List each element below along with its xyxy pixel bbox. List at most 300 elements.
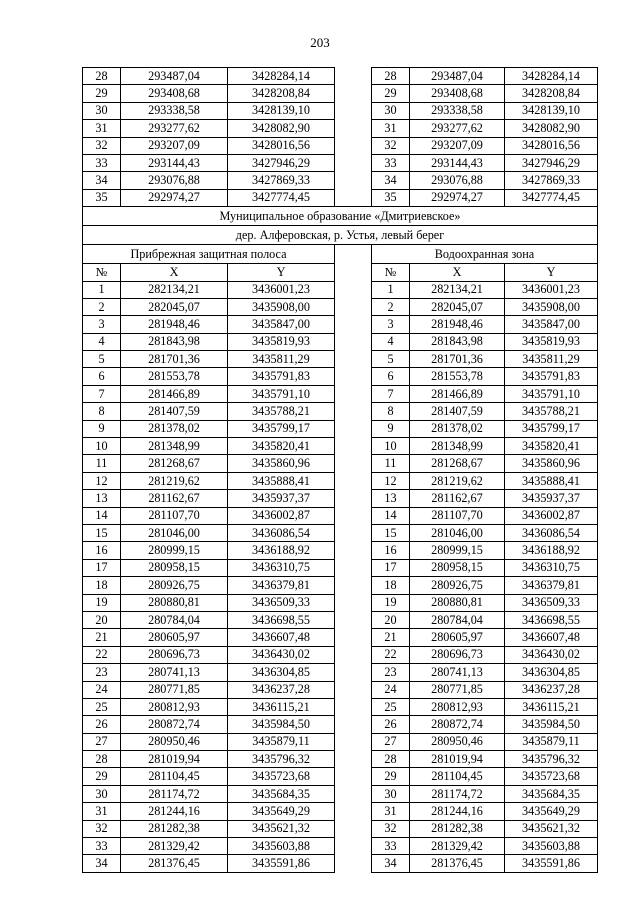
y-coordinate-cell: 3435788,21 — [228, 403, 335, 420]
point-number-cell: 31 — [372, 120, 410, 137]
point-number-cell: 2 — [83, 298, 121, 315]
point-number-cell: 29 — [83, 85, 121, 102]
table-row — [83, 507, 598, 524]
table-gap — [335, 803, 372, 820]
point-number-cell: 35 — [372, 189, 410, 206]
x-coordinate-cell: 281843,98 — [410, 333, 505, 350]
point-number-cell: 17 — [372, 559, 410, 576]
y-coordinate-cell: 3435788,21 — [505, 403, 598, 420]
x-coordinate-cell: 280812,93 — [121, 698, 228, 715]
table-gap — [335, 438, 372, 455]
x-coordinate-cell: 281553,78 — [410, 368, 505, 385]
table-row — [83, 751, 598, 768]
x-coordinate-cell: 281282,38 — [121, 820, 228, 837]
table-gap — [335, 751, 372, 768]
x-coordinate-cell: 281348,99 — [410, 438, 505, 455]
table-row — [83, 716, 598, 733]
point-number-cell: 9 — [372, 420, 410, 437]
point-number-cell: 34 — [83, 172, 121, 189]
table-gap — [335, 298, 372, 315]
x-coordinate-cell: 281329,42 — [410, 838, 505, 855]
y-coordinate-cell: 3427869,33 — [228, 172, 335, 189]
point-number-cell: 35 — [83, 189, 121, 206]
point-number-cell: 11 — [83, 455, 121, 472]
x-coordinate-cell: 281701,36 — [410, 351, 505, 368]
point-number-cell: 28 — [83, 68, 121, 85]
table-row — [83, 403, 598, 420]
x-coordinate-cell: 293338,58 — [121, 102, 228, 119]
point-number-cell: 12 — [372, 472, 410, 489]
x-coordinate-cell: 292974,27 — [121, 189, 228, 206]
y-coordinate-cell: 3435591,86 — [228, 855, 335, 872]
table-row — [83, 368, 598, 385]
y-coordinate-cell: 3435723,68 — [228, 768, 335, 785]
x-coordinate-cell: 281244,16 — [410, 803, 505, 820]
table-gap — [335, 716, 372, 733]
point-number-cell: 20 — [372, 611, 410, 628]
point-number-cell: 24 — [83, 681, 121, 698]
x-coordinate-cell: 281019,94 — [410, 751, 505, 768]
x-coordinate-cell: 280950,46 — [410, 733, 505, 750]
table-row — [83, 611, 598, 628]
y-coordinate-cell: 3436188,92 — [228, 542, 335, 559]
table-gap — [335, 245, 372, 264]
x-coordinate-cell: 281948,46 — [410, 316, 505, 333]
point-number-cell: 9 — [83, 420, 121, 437]
table-row — [83, 646, 598, 663]
x-coordinate-cell: 281219,62 — [410, 472, 505, 489]
y-coordinate-cell: 3435860,96 — [228, 455, 335, 472]
y-coordinate-cell: 3435819,93 — [228, 333, 335, 350]
y-coordinate-cell: 3427774,45 — [505, 189, 598, 206]
col-header-number: № — [83, 264, 121, 281]
point-number-cell: 23 — [372, 664, 410, 681]
y-coordinate-cell: 3435791,83 — [505, 368, 598, 385]
x-coordinate-cell: 280926,75 — [410, 577, 505, 594]
table-row — [83, 102, 598, 119]
y-coordinate-cell: 3435684,35 — [505, 785, 598, 802]
x-coordinate-cell: 280771,85 — [121, 681, 228, 698]
x-coordinate-cell: 281407,59 — [410, 403, 505, 420]
y-coordinate-cell: 3435799,17 — [505, 420, 598, 437]
y-coordinate-cell: 3436002,87 — [505, 507, 598, 524]
point-number-cell: 23 — [83, 664, 121, 681]
x-coordinate-cell: 293408,68 — [121, 85, 228, 102]
left-section-title: Прибрежная защитная полоса — [83, 245, 335, 264]
coordinate-rows — [83, 281, 598, 872]
table-row — [83, 577, 598, 594]
x-coordinate-cell: 280950,46 — [121, 733, 228, 750]
table-gap — [335, 611, 372, 628]
point-number-cell: 27 — [372, 733, 410, 750]
y-coordinate-cell: 3436115,21 — [228, 698, 335, 715]
point-number-cell: 15 — [372, 524, 410, 541]
point-number-cell: 1 — [83, 281, 121, 298]
x-coordinate-cell: 293207,09 — [121, 137, 228, 154]
y-coordinate-cell: 3435723,68 — [505, 768, 598, 785]
y-coordinate-cell: 3435908,00 — [505, 298, 598, 315]
y-coordinate-cell: 3435820,41 — [228, 438, 335, 455]
x-coordinate-cell: 293277,62 — [121, 120, 228, 137]
locality-heading: дер. Алферовская, р. Устья, левый берег — [83, 226, 598, 245]
y-coordinate-cell: 3435847,00 — [228, 316, 335, 333]
point-number-cell: 29 — [372, 768, 410, 785]
x-coordinate-cell: 280999,15 — [410, 542, 505, 559]
y-coordinate-cell: 3428139,10 — [228, 102, 335, 119]
y-coordinate-cell: 3436379,81 — [505, 577, 598, 594]
point-number-cell: 20 — [83, 611, 121, 628]
y-coordinate-cell: 3435888,41 — [505, 472, 598, 489]
point-number-cell: 21 — [372, 629, 410, 646]
point-number-cell: 29 — [372, 85, 410, 102]
point-number-cell: 30 — [372, 102, 410, 119]
x-coordinate-cell: 281701,36 — [121, 351, 228, 368]
point-number-cell: 6 — [83, 368, 121, 385]
table-gap — [335, 420, 372, 437]
table-row — [83, 820, 598, 837]
col-header-x: X — [121, 264, 228, 281]
y-coordinate-cell: 3435908,00 — [228, 298, 335, 315]
point-number-cell: 31 — [83, 803, 121, 820]
point-number-cell: 10 — [372, 438, 410, 455]
x-coordinate-cell: 293076,88 — [121, 172, 228, 189]
y-coordinate-cell: 3436001,23 — [505, 281, 598, 298]
y-coordinate-cell: 3436001,23 — [228, 281, 335, 298]
y-coordinate-cell: 3435799,17 — [228, 420, 335, 437]
y-coordinate-cell: 3435937,37 — [505, 490, 598, 507]
x-coordinate-cell: 281268,67 — [410, 455, 505, 472]
table-gap — [335, 646, 372, 663]
y-coordinate-cell: 3428016,56 — [505, 137, 598, 154]
x-coordinate-cell: 293144,43 — [121, 154, 228, 171]
y-coordinate-cell: 3435603,88 — [505, 838, 598, 855]
table-gap — [335, 524, 372, 541]
y-coordinate-cell: 3435937,37 — [228, 490, 335, 507]
point-number-cell: 6 — [372, 368, 410, 385]
y-coordinate-cell: 3428208,84 — [228, 85, 335, 102]
table-gap — [335, 68, 372, 85]
y-coordinate-cell: 3436509,33 — [228, 594, 335, 611]
x-coordinate-cell: 281219,62 — [121, 472, 228, 489]
point-number-cell: 33 — [372, 154, 410, 171]
y-coordinate-cell: 3436698,55 — [505, 611, 598, 628]
y-coordinate-cell: 3435820,41 — [505, 438, 598, 455]
x-coordinate-cell: 293144,43 — [410, 154, 505, 171]
point-number-cell: 29 — [83, 768, 121, 785]
table-gap — [335, 455, 372, 472]
x-coordinate-cell: 293487,04 — [121, 68, 228, 85]
x-coordinate-cell: 280605,97 — [410, 629, 505, 646]
point-number-cell: 34 — [83, 855, 121, 872]
x-coordinate-cell: 281107,70 — [121, 507, 228, 524]
y-coordinate-cell: 3436188,92 — [505, 542, 598, 559]
top-rows — [83, 68, 598, 207]
y-coordinate-cell: 3436430,02 — [228, 646, 335, 663]
x-coordinate-cell: 280880,81 — [121, 594, 228, 611]
x-coordinate-cell: 282134,21 — [410, 281, 505, 298]
y-coordinate-cell: 3435984,50 — [228, 716, 335, 733]
point-number-cell: 16 — [83, 542, 121, 559]
table-gap — [335, 351, 372, 368]
col-header-y: Y — [228, 264, 335, 281]
y-coordinate-cell: 3427946,29 — [228, 154, 335, 171]
x-coordinate-cell: 281268,67 — [121, 455, 228, 472]
x-coordinate-cell: 280958,15 — [410, 559, 505, 576]
y-coordinate-cell: 3436698,55 — [228, 611, 335, 628]
y-coordinate-cell: 3435649,29 — [505, 803, 598, 820]
x-coordinate-cell: 280872,74 — [121, 716, 228, 733]
point-number-cell: 22 — [372, 646, 410, 663]
point-number-cell: 28 — [372, 751, 410, 768]
table-gap — [335, 698, 372, 715]
x-coordinate-cell: 281407,59 — [121, 403, 228, 420]
x-coordinate-cell: 281104,45 — [410, 768, 505, 785]
y-coordinate-cell: 3436237,28 — [505, 681, 598, 698]
point-number-cell: 34 — [372, 172, 410, 189]
point-number-cell: 3 — [83, 316, 121, 333]
x-coordinate-cell: 281174,72 — [121, 785, 228, 802]
table-row — [83, 838, 598, 855]
point-number-cell: 4 — [83, 333, 121, 350]
point-number-cell: 5 — [372, 351, 410, 368]
x-coordinate-cell: 281107,70 — [410, 507, 505, 524]
table-gap — [335, 316, 372, 333]
x-coordinate-cell: 280784,04 — [121, 611, 228, 628]
table-row — [83, 68, 598, 85]
y-coordinate-cell: 3435791,10 — [228, 385, 335, 402]
x-coordinate-cell: 281162,67 — [410, 490, 505, 507]
y-coordinate-cell: 3436607,48 — [228, 629, 335, 646]
point-number-cell: 28 — [372, 68, 410, 85]
point-number-cell: 12 — [83, 472, 121, 489]
y-coordinate-cell: 3436509,33 — [505, 594, 598, 611]
y-coordinate-cell: 3428284,14 — [228, 68, 335, 85]
x-coordinate-cell: 280926,75 — [121, 577, 228, 594]
point-number-cell: 19 — [83, 594, 121, 611]
point-number-cell: 14 — [372, 507, 410, 524]
x-coordinate-cell: 280696,73 — [121, 646, 228, 663]
y-coordinate-cell: 3435811,29 — [505, 351, 598, 368]
right-section-title: Водоохранная зона — [372, 245, 598, 264]
table-gap — [335, 137, 372, 154]
y-coordinate-cell: 3435819,93 — [505, 333, 598, 350]
point-number-cell: 15 — [83, 524, 121, 541]
y-coordinate-cell: 3435811,29 — [228, 351, 335, 368]
municipality-heading: Муниципальное образование «Дмитриевское» — [83, 207, 598, 226]
x-coordinate-cell: 281348,99 — [121, 438, 228, 455]
x-coordinate-cell: 281466,89 — [121, 385, 228, 402]
x-coordinate-cell: 280872,74 — [410, 716, 505, 733]
point-number-cell: 30 — [372, 785, 410, 802]
x-coordinate-cell: 281378,02 — [121, 420, 228, 437]
point-number-cell: 14 — [83, 507, 121, 524]
table-gap — [335, 594, 372, 611]
point-number-cell: 1 — [372, 281, 410, 298]
table-row — [83, 472, 598, 489]
x-coordinate-cell: 281019,94 — [121, 751, 228, 768]
point-number-cell: 11 — [372, 455, 410, 472]
table-gap — [335, 629, 372, 646]
coordinates-table — [82, 67, 598, 873]
point-number-cell: 3 — [372, 316, 410, 333]
point-number-cell: 33 — [83, 838, 121, 855]
y-coordinate-cell: 3435621,32 — [228, 820, 335, 837]
x-coordinate-cell: 282045,07 — [121, 298, 228, 315]
x-coordinate-cell: 282134,21 — [121, 281, 228, 298]
y-coordinate-cell: 3435621,32 — [505, 820, 598, 837]
y-coordinate-cell: 3436310,75 — [228, 559, 335, 576]
point-number-cell: 7 — [372, 385, 410, 402]
x-coordinate-cell: 281046,00 — [410, 524, 505, 541]
point-number-cell: 5 — [83, 351, 121, 368]
x-coordinate-cell: 281162,67 — [121, 490, 228, 507]
point-number-cell: 32 — [372, 137, 410, 154]
table-gap — [335, 472, 372, 489]
table-row — [83, 172, 598, 189]
x-coordinate-cell: 281948,46 — [121, 316, 228, 333]
y-coordinate-cell: 3436304,85 — [505, 664, 598, 681]
point-number-cell: 26 — [372, 716, 410, 733]
point-number-cell: 22 — [83, 646, 121, 663]
x-coordinate-cell: 280741,13 — [410, 664, 505, 681]
y-coordinate-cell: 3428016,56 — [228, 137, 335, 154]
table-gap — [335, 333, 372, 350]
table-row — [83, 438, 598, 455]
y-coordinate-cell: 3436430,02 — [505, 646, 598, 663]
table-row — [83, 385, 598, 402]
table-row — [83, 333, 598, 350]
y-coordinate-cell: 3428082,90 — [228, 120, 335, 137]
point-number-cell: 31 — [372, 803, 410, 820]
table-gap — [335, 85, 372, 102]
table-row — [83, 316, 598, 333]
x-coordinate-cell: 293076,88 — [410, 172, 505, 189]
x-coordinate-cell: 293408,68 — [410, 85, 505, 102]
y-coordinate-cell: 3435791,10 — [505, 385, 598, 402]
table-row — [83, 733, 598, 750]
table-row — [83, 681, 598, 698]
table-row — [83, 189, 598, 206]
point-number-cell: 27 — [83, 733, 121, 750]
table-gap — [335, 102, 372, 119]
point-number-cell: 26 — [83, 716, 121, 733]
x-coordinate-cell: 281282,38 — [410, 820, 505, 837]
y-coordinate-cell: 3435847,00 — [505, 316, 598, 333]
section-headers — [83, 207, 598, 281]
point-number-cell: 4 — [372, 333, 410, 350]
y-coordinate-cell: 3435603,88 — [228, 838, 335, 855]
y-coordinate-cell: 3435649,29 — [228, 803, 335, 820]
y-coordinate-cell: 3436237,28 — [228, 681, 335, 698]
y-coordinate-cell: 3435879,11 — [228, 733, 335, 750]
x-coordinate-cell: 280784,04 — [410, 611, 505, 628]
table-row — [83, 351, 598, 368]
point-number-cell: 32 — [83, 137, 121, 154]
table-row — [83, 664, 598, 681]
y-coordinate-cell: 3428139,10 — [505, 102, 598, 119]
table-gap — [335, 820, 372, 837]
y-coordinate-cell: 3436086,54 — [505, 524, 598, 541]
table-gap — [335, 559, 372, 576]
point-number-cell: 30 — [83, 785, 121, 802]
x-coordinate-cell: 280605,97 — [121, 629, 228, 646]
table-row — [83, 281, 598, 298]
y-coordinate-cell: 3435888,41 — [228, 472, 335, 489]
x-coordinate-cell: 281046,00 — [121, 524, 228, 541]
table-gap — [335, 577, 372, 594]
table-gap — [335, 768, 372, 785]
x-coordinate-cell: 282045,07 — [410, 298, 505, 315]
table-gap — [335, 385, 372, 402]
y-coordinate-cell: 3435984,50 — [505, 716, 598, 733]
y-coordinate-cell: 3427774,45 — [228, 189, 335, 206]
y-coordinate-cell: 3435684,35 — [228, 785, 335, 802]
table-row — [83, 803, 598, 820]
table-gap — [335, 120, 372, 137]
y-coordinate-cell: 3435879,11 — [505, 733, 598, 750]
table-gap — [335, 838, 372, 855]
point-number-cell: 31 — [83, 120, 121, 137]
table-row — [83, 768, 598, 785]
point-number-cell: 17 — [83, 559, 121, 576]
table-gap — [335, 785, 372, 802]
y-coordinate-cell: 3427946,29 — [505, 154, 598, 171]
table-row — [83, 154, 598, 171]
point-number-cell: 13 — [372, 490, 410, 507]
col-header-number: № — [372, 264, 410, 281]
y-coordinate-cell: 3435796,32 — [505, 751, 598, 768]
x-coordinate-cell: 280696,73 — [410, 646, 505, 663]
point-number-cell: 19 — [372, 594, 410, 611]
table-row — [83, 524, 598, 541]
y-coordinate-cell: 3436310,75 — [505, 559, 598, 576]
y-coordinate-cell: 3428284,14 — [505, 68, 598, 85]
x-coordinate-cell: 280812,93 — [410, 698, 505, 715]
table-row — [83, 559, 598, 576]
x-coordinate-cell: 281376,45 — [410, 855, 505, 872]
col-header-x: X — [410, 264, 505, 281]
x-coordinate-cell: 281104,45 — [121, 768, 228, 785]
y-coordinate-cell: 3435791,83 — [228, 368, 335, 385]
table-gap — [335, 154, 372, 171]
table-row — [83, 120, 598, 137]
point-number-cell: 32 — [372, 820, 410, 837]
y-coordinate-cell: 3428082,90 — [505, 120, 598, 137]
page-number: 203 — [310, 35, 330, 50]
y-coordinate-cell: 3428208,84 — [505, 85, 598, 102]
y-coordinate-cell: 3436115,21 — [505, 698, 598, 715]
table-gap — [335, 403, 372, 420]
x-coordinate-cell: 293338,58 — [410, 102, 505, 119]
table-row — [83, 490, 598, 507]
y-coordinate-cell: 3436002,87 — [228, 507, 335, 524]
table-row — [83, 85, 598, 102]
table-row — [83, 629, 598, 646]
point-number-cell: 8 — [83, 403, 121, 420]
table-row — [83, 785, 598, 802]
y-coordinate-cell: 3436607,48 — [505, 629, 598, 646]
x-coordinate-cell: 280741,13 — [121, 664, 228, 681]
x-coordinate-cell: 280958,15 — [121, 559, 228, 576]
point-number-cell: 28 — [83, 751, 121, 768]
point-number-cell: 32 — [83, 820, 121, 837]
table-gap — [335, 490, 372, 507]
x-coordinate-cell: 280999,15 — [121, 542, 228, 559]
x-coordinate-cell: 281244,16 — [121, 803, 228, 820]
table-gap — [335, 733, 372, 750]
table-row — [83, 455, 598, 472]
table-row — [83, 298, 598, 315]
